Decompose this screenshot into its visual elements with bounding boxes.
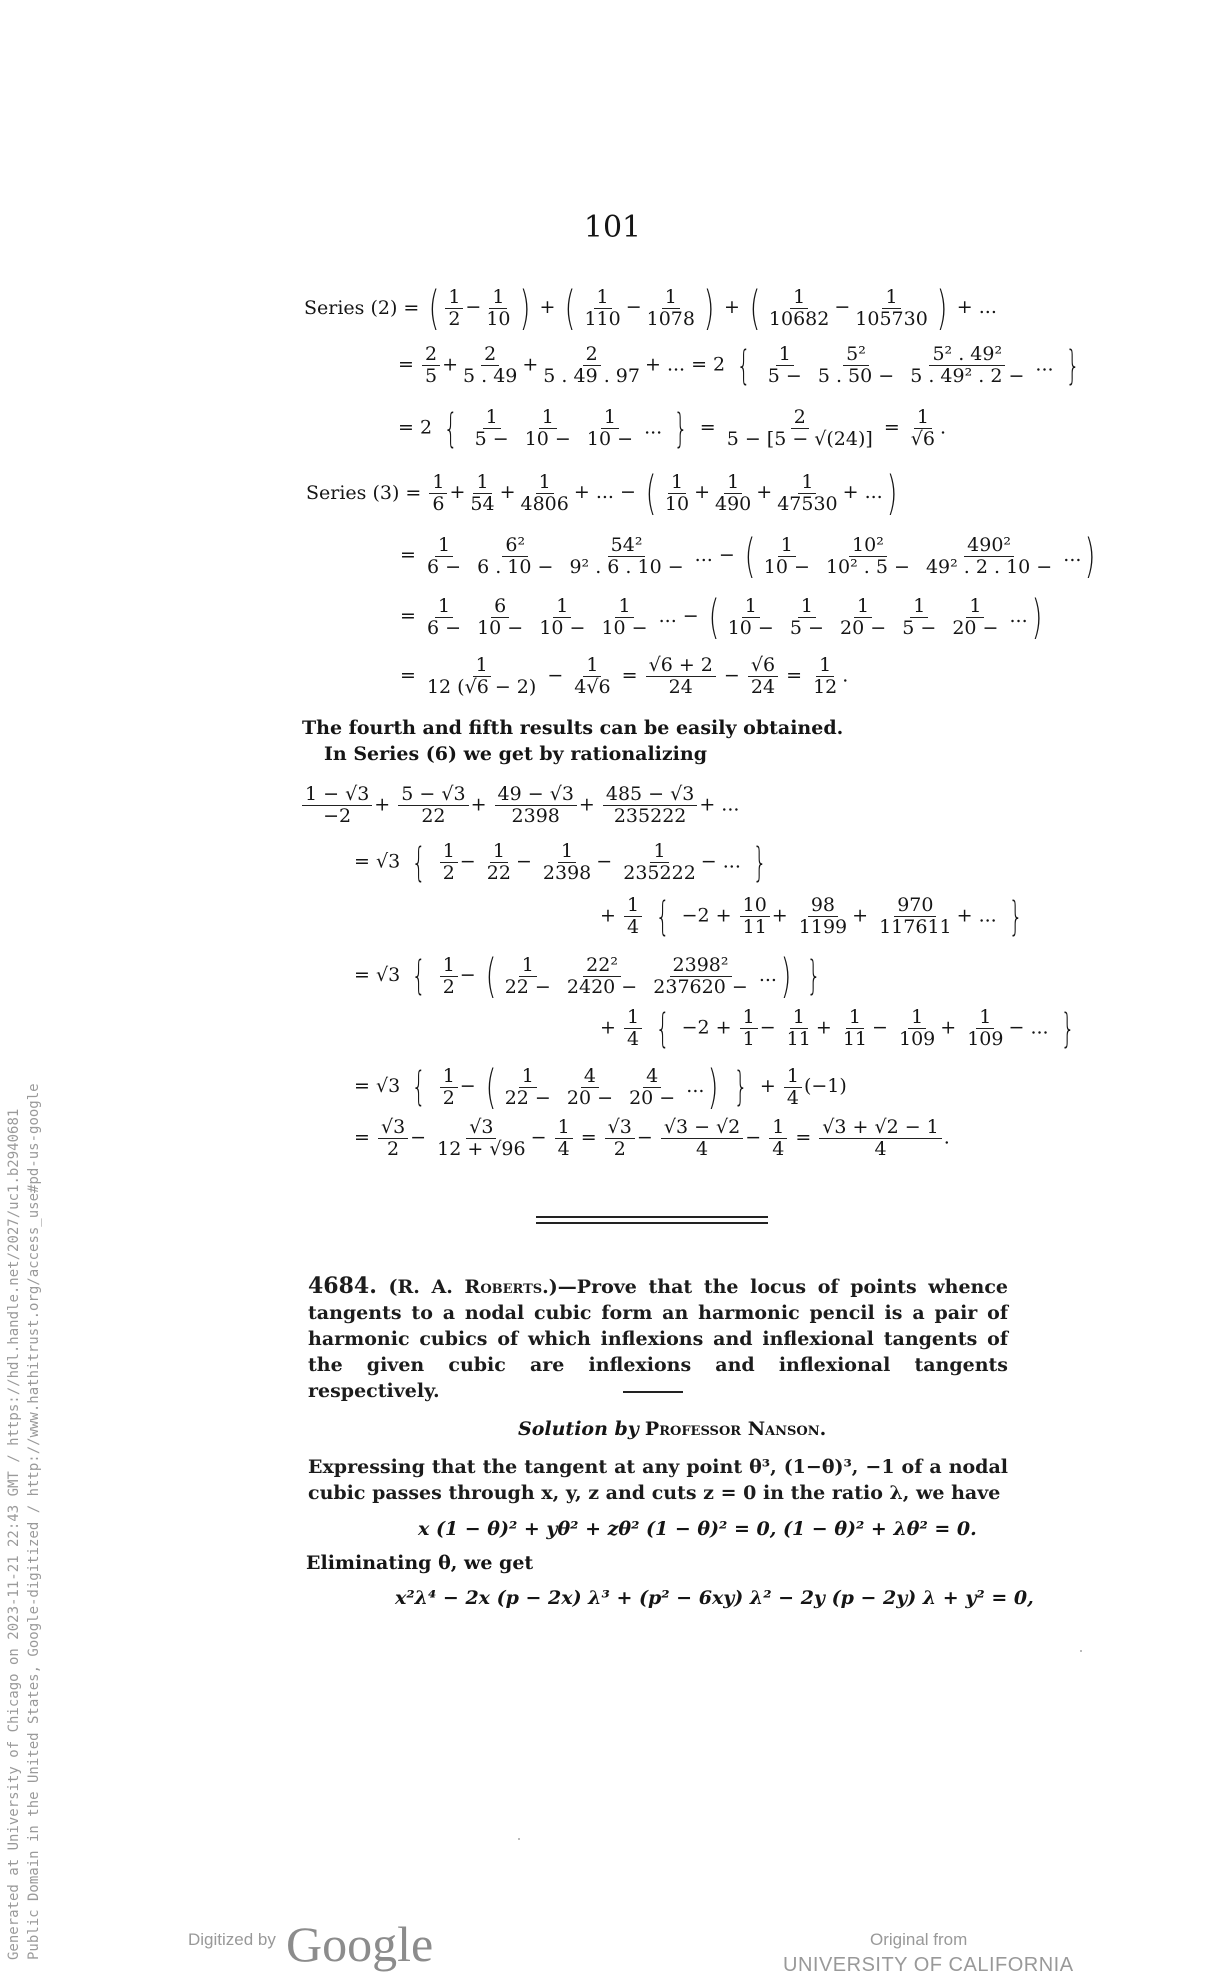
google-logo: Google [286,1916,434,1972]
series2-line1: Series (2) = ( $\frac{1}{2}$ − $\frac{1}{10}$ ) + ( $\frac{1}{110}$ − $\frac{1}{1078}$ ) + ( $\frac{1}{10682}$ − $\frac{1}{105730}$ ) + ... [304,281,997,335]
series3-line4: = $\frac{1}{12 (√6 - 2)}$ − $\frac{1}{4√6}$ = $\frac{√6 + 2}{24}$ − $\frac{√6}{24}$ = $\frac{1}{12}$ . [400,654,849,698]
series3-line1: Series (3) = $\frac{1}{6}$ + $\frac{1}{54}$ + $\frac{1}{4806}$ + ... − ( $\frac{1}{10}$ + $\frac{1}{490}$ + $\frac{1}{47530}$ + ...) [306,466,898,520]
speck-mark-2 [518,1838,520,1840]
solution-para2: Eliminating θ, we get [306,1552,534,1574]
solution-para1: Expressing that the tangent at any point θ³, (1−θ)³, −1 of a nodal cubic passes through x, y, z and cuts z = 0 in the ratio λ, we have [308,1456,1008,1504]
series6-line2: = √3 { $\frac{1}{2}$ − $\frac{1}{22}$ − $\frac{1}{2398}$ − $\frac{1}{235222}$ − ... } [354,839,767,886]
solution-rule [623,1391,683,1393]
series2-label: Series (2) = [304,296,420,319]
solution-eq1: x (1 − θ)² + yθ² + zθ² (1 − θ)² = 0, (1 − θ)² + λθ² = 0. [418,1518,977,1540]
series6-line1: $\frac{1 - √3}{-2}$ + $\frac{5 - √3}{22}$ + $\frac{49 - √3}{2398}$ + $\frac{485 - √3}{235222}$ + ... [300,785,739,826]
digitized-by-label: Digitized by [188,1930,276,1949]
hathitrust-watermark [4,1083,44,1960]
watermark-line2: Public Domain in the United States, Google-digitized / http://www.hathitrust.org/access_use#pd-us-google [26,1083,42,1960]
series6-line6: = √3 { $\frac{1}{2}$ − ( $\frac{1}{22 -}$ $\frac{4}{20 -}$ $\frac{4}{20 -}$ ...) } + $\frac{1}{4}$ (−1) [354,1060,847,1114]
text-fourth-fifth: The fourth and fifth results can be easily obtained. [302,717,844,739]
series2-line2: = $\frac{2}{5}$ + $\frac{2}{5 . 49}$ + $\frac{2}{5 . 49 . 97}$ + ... = 2 { $\frac{1}{5 -}$ $\frac{\text{5²}}{5 . 50 -}$ $\frac{\text{5² . 49²}}{\text{5 . 49² . 2 −}}$ ... } [398,342,1080,389]
section-divider-bottom [536,1222,768,1224]
series6-line5: + $\frac{1}{4}$ { −2 + $\frac{1}{1}$ − $\frac{1}{11}$ + $\frac{1}{11}$ − $\frac{1}{109}$ + $\frac{1}{109}$ − ... } [600,1005,1075,1052]
problem-paragraph [308,1273,1008,1404]
original-from-label: Original from [870,1930,968,1949]
series3-line2: = $\frac{1}{6 -}$ $\frac{\text{6²}}{6 . 10 -}$ $\frac{\text{54²}}{\text{9² . 6 . 10 −}}$ ... − ( $\frac{1}{10 -}$ $\frac{\text{10²}}{\text{10² . 5 −}}$ $\frac{\text{490²}}{\text{49² . 2 . 10 −}}$ ...) [400,529,1096,583]
problem-statement: —Prove that the locus of points whence tangents to a nodal cubic form an harmonic pencil is a pair of harmonic cubics of which inflexions and inflexional tangents of the given cubic are inflexions and inflexional tangents respectively. [308,1276,1009,1402]
problem-author: (R. A. Roberts.) [388,1276,558,1298]
text-series6: In Series (6) we get by rationalizing [324,743,707,765]
series6-line4: = √3 { $\frac{1}{2}$ − ( $\frac{1}{22 -}$ $\frac{\text{22²}}{2420 -}$ $\frac{\text{2398²}}{237620 -}$ ...) } [354,949,821,1003]
series3-label: Series (3) = [306,481,422,504]
solution-heading-italic: Solution by [518,1418,639,1440]
series6-line3: + $\frac{1}{4}$ { −2 + $\frac{10}{11}$ + $\frac{98}{1199}$ + $\frac{970}{117611}$ + ... } [600,893,1023,940]
watermark-line1: Generated at University of Chicago on 2023-11-21 22:43 GMT / https://hdl.handle.net/2027/uc1.b2940681 [6,1108,22,1960]
problem-number: 4684. [308,1273,377,1299]
institution-label: UNIVERSITY OF CALIFORNIA [783,1954,1074,1976]
series2-line3: = 2 { $\frac{1}{5 -}$ $\frac{1}{10 -}$ $\frac{1}{10 -}$ ... } = $\frac{2}{5 - [5 - √(24)]}$ = $\frac{1}{√6}$ . [398,405,947,452]
page-number: 101 [583,210,642,245]
series3-line3: = $\frac{1}{6 -}$ $\frac{6}{10 -}$ $\frac{1}{10 -}$ $\frac{1}{10 -}$ ... − ( $\frac{1}{10 -}$ $\frac{1}{5 -}$ $\frac{1}{20 -}$ $\frac{1}{5 -}$ $\frac{1}{20 -}$ ...) [400,590,1042,644]
speck-mark [1080,1650,1082,1652]
solution-eq2: x²λ⁴ − 2x (p − 2x) λ³ + (p² − 6xy) λ² − 2y (p − 2y) λ + y² = 0, [395,1587,1034,1609]
section-divider-top [536,1216,768,1218]
solution-heading [518,1418,826,1440]
series6-line7: = $\frac{√3}{2}$ − $\frac{√3}{12 + √96}$ − $\frac{1}{4}$ = $\frac{√3}{2}$ − $\frac{√3 - √2}{4}$ − $\frac{1}{4}$ = $\frac{√3 + √2 - 1}{4}$ . [354,1116,950,1160]
solution-heading-name: Professor Nanson. [644,1418,827,1440]
